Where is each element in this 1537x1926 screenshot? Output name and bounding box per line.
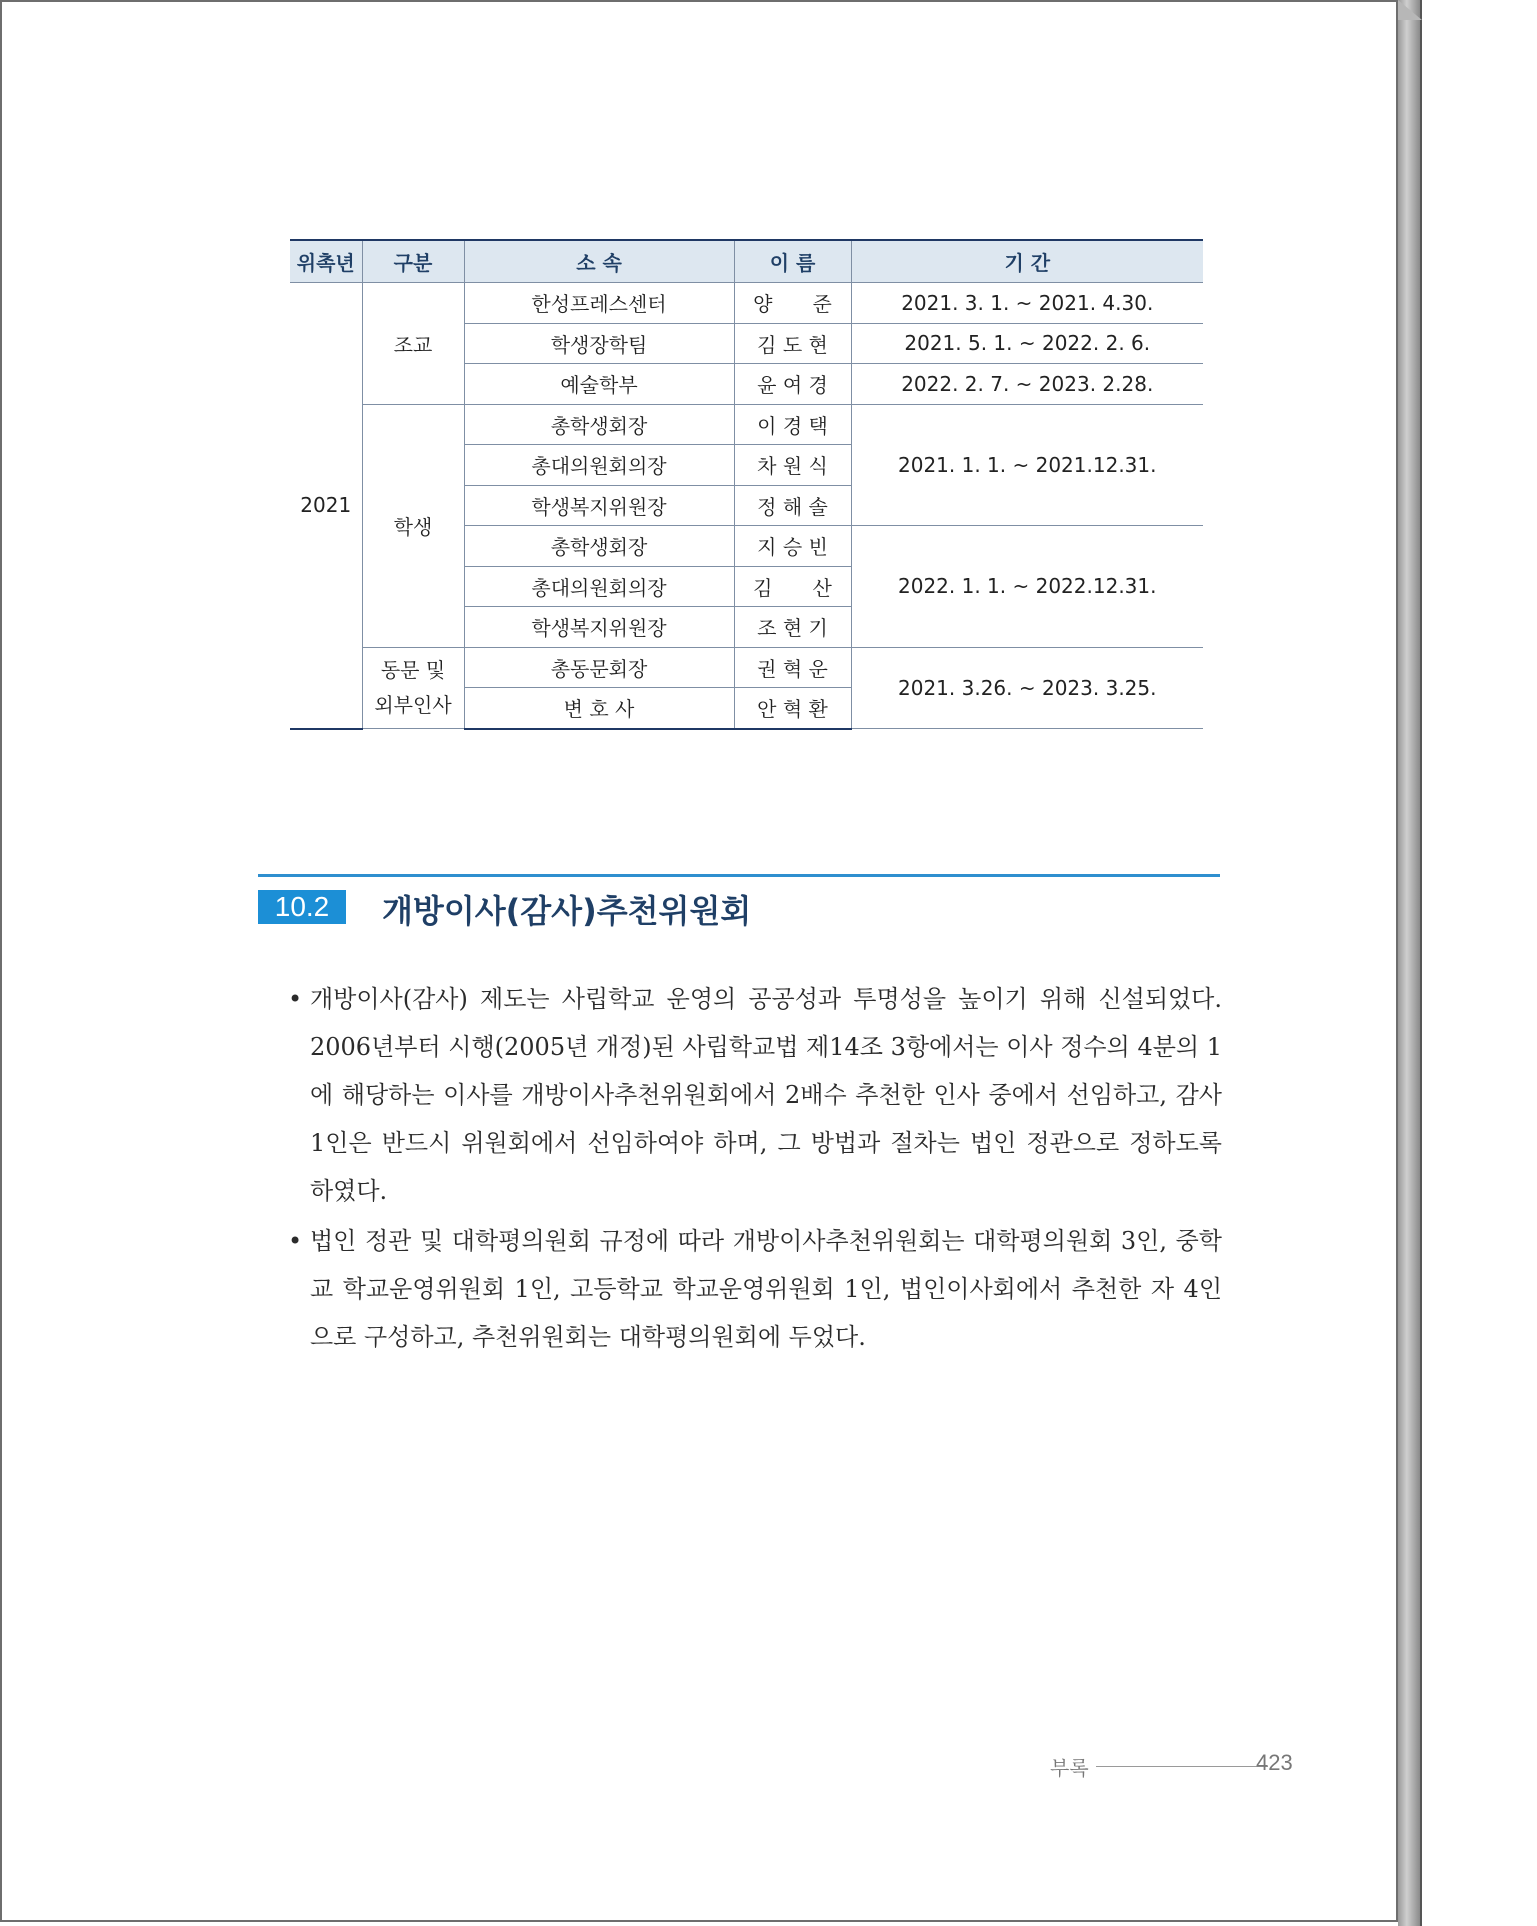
affiliation-cell: 총대의원회의장 bbox=[464, 445, 734, 486]
period-cell: 2021. 3. 1. ~ 2021. 4.30. bbox=[851, 283, 1203, 324]
section-heading bbox=[258, 874, 1220, 930]
page-footer bbox=[1050, 1750, 1296, 1780]
bullet-paragraph bbox=[288, 1217, 1222, 1361]
name-cell: 김 산 bbox=[734, 566, 851, 607]
bullet-icon: • bbox=[288, 1227, 303, 1255]
affiliation-cell: 변 호 사 bbox=[464, 688, 734, 729]
page-number: 423 bbox=[1256, 1750, 1293, 1775]
period-cell: 2022. 2. 7. ~ 2023. 2.28. bbox=[851, 364, 1203, 405]
page-stack-edge bbox=[1398, 0, 1422, 1926]
name-cell: 양 준 bbox=[734, 283, 851, 324]
name-cell: 차 원 식 bbox=[734, 445, 851, 486]
year-cell: 2021 bbox=[290, 283, 362, 729]
paragraph-text: 법인 정관 및 대학평의원회 규정에 따라 개방이사추천위원회는 대학평의원회 3인, 중학교 학교운영위원회 1인, 고등학교 학교운영위원회 1인, 법인이사회에서 추천한 자 4인으로 구성하고, 추천위원회는 대학평의원회에 두었다. bbox=[310, 1227, 1222, 1351]
header-period: 기 간 bbox=[851, 240, 1203, 283]
footer-label: 부록 bbox=[1050, 1756, 1089, 1780]
section-number: 10.2 bbox=[258, 890, 346, 924]
period-cell: 2021. 3.26. ~ 2023. 3.25. bbox=[851, 647, 1203, 729]
header-category: 구분 bbox=[362, 240, 464, 283]
affiliation-cell: 한성프레스센터 bbox=[464, 283, 734, 324]
affiliation-cell: 총학생회장 bbox=[464, 404, 734, 445]
table-row bbox=[290, 404, 1203, 445]
section-title: 개방이사(감사)추천위원회 bbox=[382, 892, 752, 930]
category-line: 외부인사 bbox=[374, 692, 452, 717]
table-row bbox=[290, 647, 1203, 688]
appointment-table bbox=[290, 239, 1203, 730]
header-year: 위촉년 bbox=[290, 240, 362, 283]
category-cell bbox=[362, 647, 464, 729]
affiliation-cell: 학생복지위원장 bbox=[464, 607, 734, 648]
body-text bbox=[288, 975, 1222, 1363]
category-cell: 조교 bbox=[362, 283, 464, 405]
period-cell: 2022. 1. 1. ~ 2022.12.31. bbox=[851, 526, 1203, 648]
category-cell: 학생 bbox=[362, 404, 464, 647]
affiliation-cell: 학생복지위원장 bbox=[464, 485, 734, 526]
affiliation-cell: 총동문회장 bbox=[464, 647, 734, 688]
affiliation-cell: 총대의원회의장 bbox=[464, 566, 734, 607]
name-cell: 안 혁 환 bbox=[734, 688, 851, 729]
paragraph-text: 개방이사(감사) 제도는 사립학교 운영의 공공성과 투명성을 높이기 위해 신설되었다. 2006년부터 시행(2005년 개정)된 사립학교법 제14조 3항에서는 이사 정수의 4분의 1에 해당하는 이사를 개방이사추천위원회에서 2배수 추천한 인사 중에서 선임하고, 감사 1인은 반드시 위원회에서 선임하여야 하며, 그 방법과 절차는 법인 정관으로 정하도록 하였다. bbox=[310, 985, 1222, 1205]
name-cell: 김 도 현 bbox=[734, 323, 851, 364]
name-cell: 지 승 빈 bbox=[734, 526, 851, 567]
header-name: 이 름 bbox=[734, 240, 851, 283]
affiliation-cell: 총학생회장 bbox=[464, 526, 734, 567]
period-cell: 2021. 1. 1. ~ 2021.12.31. bbox=[851, 404, 1203, 526]
bullet-paragraph bbox=[288, 975, 1222, 1215]
name-cell: 조 현 기 bbox=[734, 607, 851, 648]
footer-divider bbox=[1096, 1766, 1268, 1767]
affiliation-cell: 예술학부 bbox=[464, 364, 734, 405]
table-row bbox=[290, 283, 1203, 324]
name-cell: 권 혁 운 bbox=[734, 647, 851, 688]
name-cell: 이 경 택 bbox=[734, 404, 851, 445]
bullet-icon: • bbox=[288, 985, 303, 1013]
name-cell: 정 해 솔 bbox=[734, 485, 851, 526]
category-line: 동문 및 bbox=[380, 657, 446, 682]
header-affiliation: 소 속 bbox=[464, 240, 734, 283]
table-header-row bbox=[290, 240, 1203, 283]
name-cell: 윤 여 경 bbox=[734, 364, 851, 405]
period-cell: 2021. 5. 1. ~ 2022. 2. 6. bbox=[851, 323, 1203, 364]
affiliation-cell: 학생장학팀 bbox=[464, 323, 734, 364]
